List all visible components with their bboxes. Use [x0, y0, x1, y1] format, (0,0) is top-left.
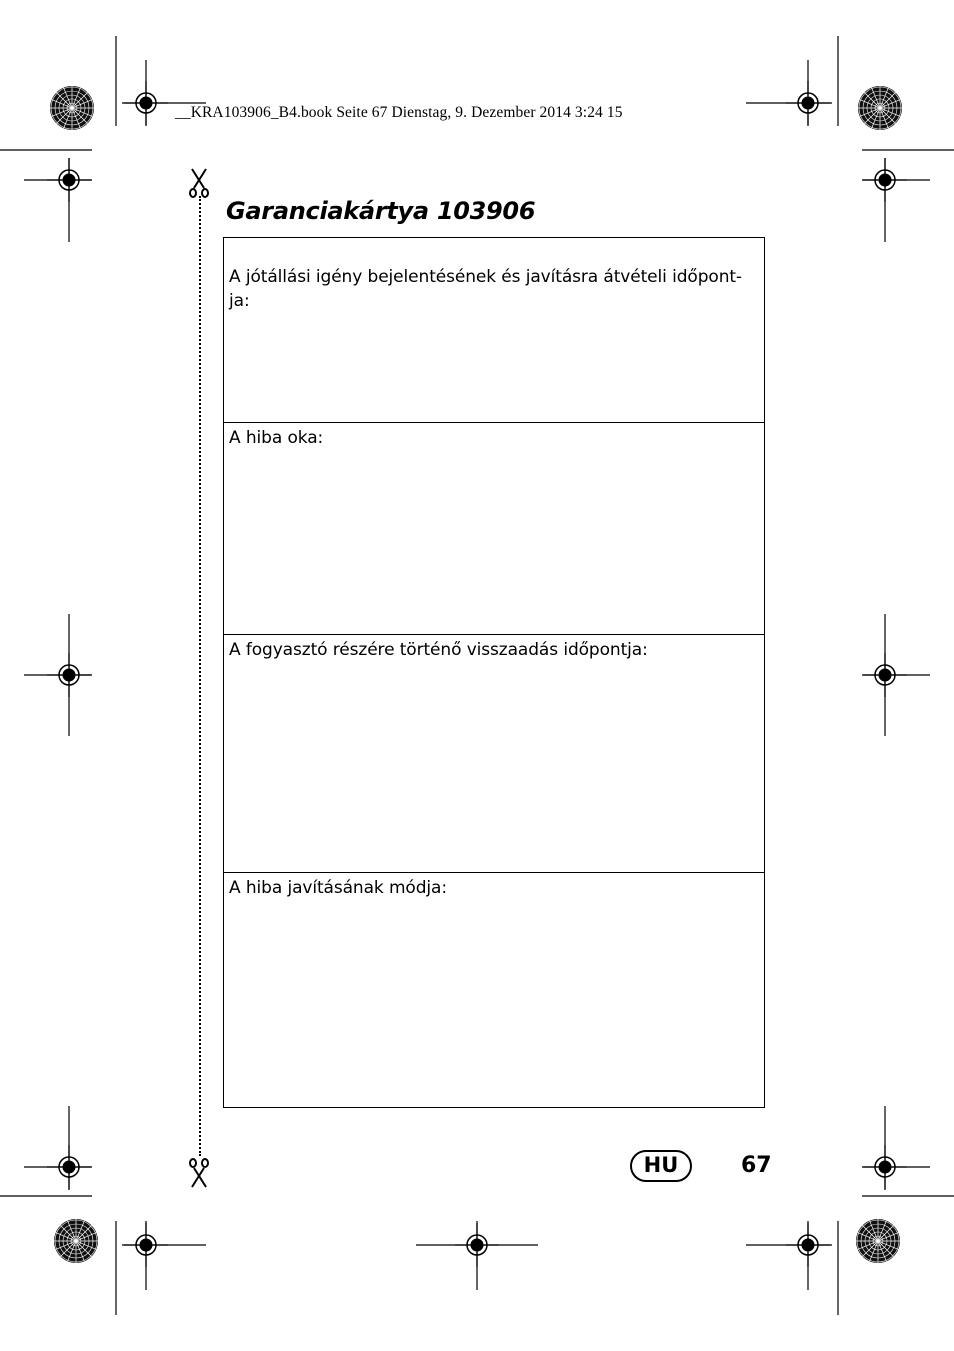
form-field-return-date[interactable] [224, 635, 764, 873]
scissors-icon [184, 1156, 214, 1190]
warranty-form [223, 237, 765, 1108]
cut-line [199, 196, 201, 1156]
form-field-label: A fogyasztó részére történő visszaadás időpontja: [229, 640, 648, 660]
color-calibration-target-icon [858, 86, 902, 130]
form-field-label: A jótállási igény bejelentésének és javításra átvételi időpont- ja: [229, 267, 742, 311]
page-number: 67 [741, 1153, 772, 1178]
registration-mark-icon [863, 1145, 907, 1189]
color-calibration-target-icon [54, 1219, 98, 1263]
registration-mark-icon [455, 1223, 499, 1267]
page-title: Garanciakártya 103906 [226, 197, 536, 225]
form-field-fault-cause[interactable] [224, 423, 764, 635]
registration-mark-icon [863, 158, 907, 202]
registration-mark-icon [47, 653, 91, 697]
registration-mark-icon [786, 1223, 830, 1267]
registration-mark-icon [786, 81, 830, 125]
registration-mark-icon [124, 1223, 168, 1267]
language-badge: HU [630, 1150, 692, 1182]
color-calibration-target-icon [50, 86, 94, 130]
registration-mark-icon [124, 81, 168, 125]
form-field-claim-date[interactable] [224, 238, 764, 423]
registration-mark-icon [47, 158, 91, 202]
color-calibration-target-icon [856, 1219, 900, 1263]
registration-mark-icon [863, 653, 907, 697]
print-header: __KRA103906_B4.book Seite 67 Dienstag, 9. Dezember 2014 3:24 15 [175, 104, 623, 121]
form-field-repair-method[interactable] [224, 873, 764, 1107]
form-field-label: A hiba oka: [229, 428, 324, 448]
scissors-icon [184, 166, 214, 200]
registration-mark-icon [47, 1145, 91, 1189]
form-field-label: A hiba javításának módja: [229, 878, 447, 898]
